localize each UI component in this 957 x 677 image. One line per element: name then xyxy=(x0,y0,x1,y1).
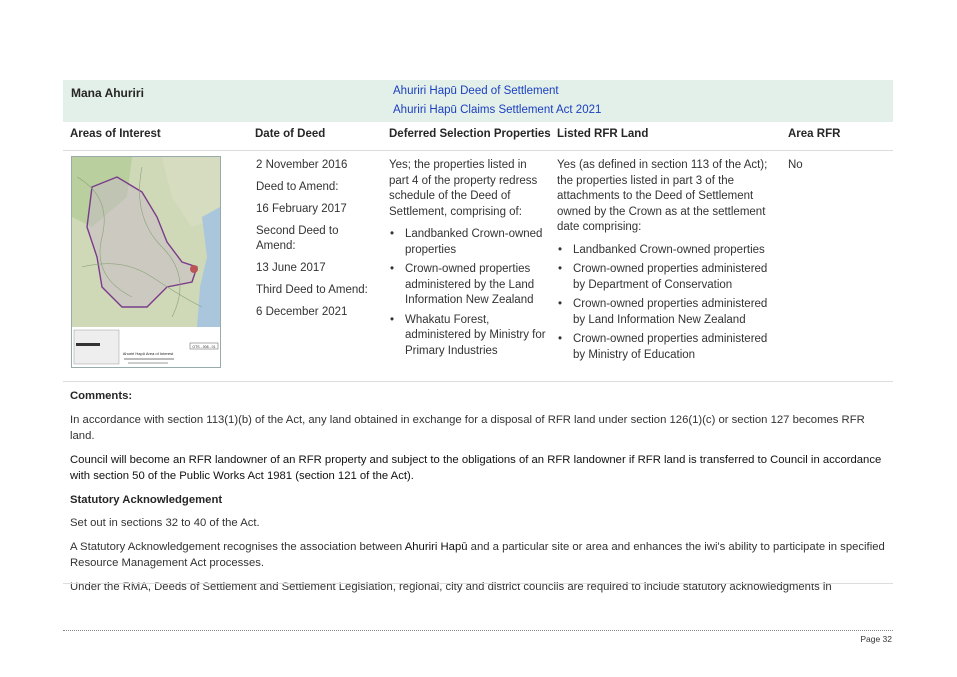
page-number: Page 32 xyxy=(860,634,892,644)
map-image xyxy=(72,157,220,367)
list-item: • Crown-owned properties administered by Ministry of Education xyxy=(573,332,775,363)
deed-amend-date: 16 February 2017 xyxy=(256,203,347,215)
comment-paragraph xyxy=(70,539,890,572)
rfr-intro: Yes (as defined in section 113 of the Act); the properties listed in part 3 of the attachments to the Deed of Settlement owned by the Crown as at the settlement date comprising: xyxy=(557,159,768,233)
rfr-list xyxy=(557,243,775,364)
paragraph-text: A Statutory Acknowledgement recognises the association between xyxy=(70,540,405,553)
map-legend-title: Ahuriri Hapū Area of Interest xyxy=(122,351,174,356)
area-rfr-cell xyxy=(788,158,848,174)
list-item: • Crown-owned properties administered by Department of Conservation xyxy=(573,262,775,293)
table-title: Mana Ahuriri xyxy=(71,86,144,100)
list-item: • Landbanked Crown-owned properties xyxy=(573,243,775,259)
table-header-band xyxy=(63,80,893,122)
table-bottom-border xyxy=(63,583,893,584)
footer-rule xyxy=(63,630,893,631)
paragraph-text: and a particular site or area and enhances the iwi's ability to participate in specified Resource Management Act processes. xyxy=(70,540,885,569)
col-areas-of-interest: Areas of Interest xyxy=(70,128,161,140)
col-deferred-selection: Deferred Selection Properties xyxy=(389,128,551,140)
date-of-deed-cell xyxy=(256,158,376,327)
comment-paragraph: In accordance with section 113(1)(b) of the Act, any land obtained in exchange for a disposal of RFR land under section 126(1)(c) or section 127 becomes RFR land. xyxy=(70,413,865,442)
area-rfr-value: No xyxy=(788,159,803,171)
deed-of-settlement-link[interactable]: Ahuriri Hapū Deed of Settlement xyxy=(393,85,559,97)
map-stamp: OTS - 008 - 01 xyxy=(192,345,216,349)
list-item: • Landbanked Crown-owned properties xyxy=(405,227,547,258)
deed-amend-label: Deed to Amend: xyxy=(256,181,339,193)
list-item: • Crown-owned properties administered by the Land Information New Zealand xyxy=(405,262,547,309)
comments-section xyxy=(70,388,890,602)
statutory-heading: Statutory Acknowledgement xyxy=(70,493,223,506)
list-item: • Whakatu Forest, administered by Ministry for Primary Industries xyxy=(405,313,547,360)
deed-date: 2 November 2016 xyxy=(256,159,348,171)
area-of-interest-map[interactable] xyxy=(71,156,221,368)
comment-paragraph: Under the RMA, Deeds of Settlement and Settlement Legislation, regional, city and district councils are required to include statutory acknowledgments in xyxy=(70,580,832,593)
comment-paragraph: Set out in sections 32 to 40 of the Act. xyxy=(70,517,260,529)
row-divider xyxy=(63,381,893,382)
comment-paragraph: Council will become an RFR landowner of an RFR property and subject to the obligations of an RFR landowner if RFR land is transferred to Council in accordance with section 50 of the Public Works Act 1981 (section 121 of the Act). xyxy=(70,453,882,482)
deferred-intro: Yes; the properties listed in part 4 of the property redress schedule of the Deed of Settlement, comprising of: xyxy=(389,159,538,218)
claims-settlement-act-link[interactable]: Ahuriri Hapū Claims Settlement Act 2021 xyxy=(393,104,602,116)
third-deed-label: Third Deed to Amend: xyxy=(256,284,368,296)
col-area-rfr: Area RFR xyxy=(788,128,841,140)
col-date-of-deed: Date of Deed xyxy=(255,128,326,140)
hapu-name: Ahuriri Hapū xyxy=(404,540,468,553)
third-deed-date: 6 December 2021 xyxy=(256,306,348,318)
deferred-list xyxy=(389,227,547,359)
col-listed-rfr-land: Listed RFR Land xyxy=(557,128,649,140)
listed-rfr-land-cell xyxy=(557,158,775,367)
comments-heading: Comments: xyxy=(70,390,133,402)
column-header-row xyxy=(63,122,893,151)
list-item: • Crown-owned properties administered by Land Information New Zealand xyxy=(573,297,775,328)
deferred-selection-cell xyxy=(389,158,547,363)
second-deed-date: 13 June 2017 xyxy=(256,262,326,274)
second-deed-label: Second Deed to Amend: xyxy=(256,225,339,252)
